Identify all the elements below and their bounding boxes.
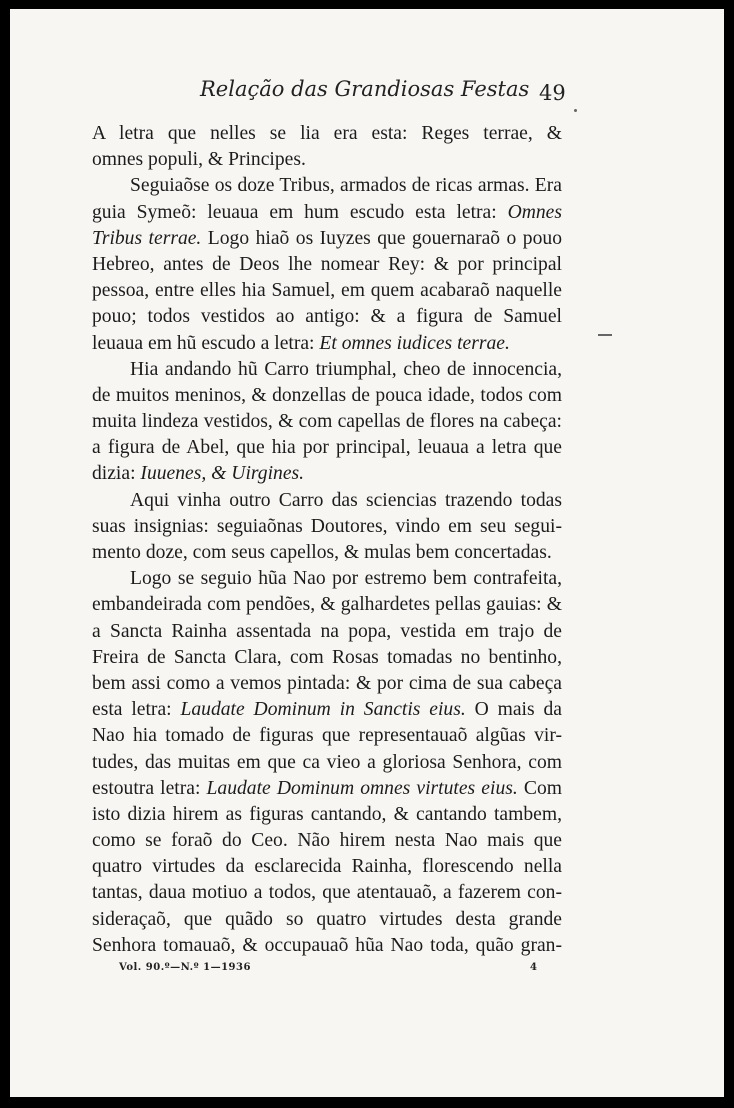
text-line: dizia: Iuuenes, & Uirgines. — [92, 463, 305, 485]
text-line: a figura de Abel, que hia por principal, leuaua a letra que — [92, 437, 562, 459]
signature-mark: 4 — [530, 962, 537, 973]
text-line: Seguiaõse os doze Tribus, armados de ricas armas. Era — [130, 175, 562, 197]
text-line: Hebreo, antes de Deos lhe nomear Rey: & por principal — [92, 253, 562, 275]
text-line: Senhora tomauaõ, & occupauaõ hũa Nao toda, quão gran- — [92, 934, 562, 956]
text-line: sideraçaõ, que quãdo so quatro virtudes desta grande — [92, 908, 562, 930]
italic-quote: Omnes — [507, 201, 562, 223]
text-line: estoutra letra: Laudate Dominum omnes virtutes eius. Com — [92, 777, 562, 799]
running-head — [10, 77, 724, 107]
text-line: tudes, das muitas em que ca vieo a gloriosa Senhora, com — [92, 751, 562, 773]
italic-quote: Laudate Dominum in Sanctis eius. — [180, 699, 466, 721]
text-line: Nao hia tomado de figuras que representauaõ algũas vir- — [92, 725, 562, 747]
text-line: de muitos meninos, & donzellas de pouca idade, todos com — [92, 384, 562, 406]
italic-quote: Tribus terrae. — [92, 227, 202, 249]
text-line: embandeirada com pendões, & galhardetes pellas gauias: & — [92, 594, 562, 616]
text-line: como se foraõ do Ceo. Não hirem nesta Nao mais que — [92, 830, 562, 852]
speck — [574, 109, 577, 112]
text-line: quatro virtudes da esclarecida Rainha, florescendo nella — [92, 856, 562, 878]
italic-quote: Et omnes iudices terrae. — [319, 332, 510, 354]
book-page — [10, 9, 724, 1097]
volume-info: Vol. 90.º—N.º 1—1936 — [119, 962, 251, 973]
page-number: 49 — [539, 81, 566, 105]
text-line: esta letra: Laudate Dominum in Sanctis eius. O mais da — [92, 699, 562, 721]
text-line: mento doze, com seus capellos, & mulas bem concertadas. — [92, 542, 552, 563]
text-line: tantas, daua motiuo a todos, que atentauaõ, a fazerem con- — [92, 882, 562, 904]
text-line: Freira de Sancta Clara, com Rosas tomadas no bentinho, — [92, 646, 562, 668]
text-line: A letra que nelles se lia era esta: Reges terrae, & — [92, 123, 562, 144]
italic-quote: Iuuenes, & Uirgines. — [140, 463, 305, 485]
text-line: omnes populi, & Principes. — [92, 149, 306, 171]
text-line: Logo se seguio hũa Nao por estremo bem contrafeita, — [130, 568, 562, 590]
text-line: muita lindeza vestidos, & com capellas de flores na cabeça: — [92, 411, 562, 433]
text-line: a Sancta Rainha assentada na popa, vestida em trajo de — [92, 620, 562, 642]
running-title: Relação das Grandiosas Festas — [200, 77, 530, 101]
text-line: pessoa, entre elles hia Samuel, em quem acabaraõ naquelle — [92, 280, 562, 302]
margin-dash — [598, 334, 612, 336]
text-line: Tribus terrae. Logo hiaõ os Iuyzes que gouernaraõ o pouo — [92, 227, 562, 249]
text-line: pouo; todos vestidos ao antigo: & a figura de Samuel — [92, 306, 562, 328]
text-line: bem assi como a vemos pintada: & por cima de sua cabeça — [92, 672, 562, 694]
text-line: guia Symeõ: leuaua em hum escudo esta letra: Omnes — [92, 201, 562, 223]
italic-quote: Laudate Dominum omnes virtutes eius. — [206, 777, 518, 799]
text-line: isto dizia hirem as figuras cantando, & cantando tambem, — [92, 803, 562, 825]
body-text — [92, 121, 562, 959]
text-line: suas insignias: seguiaõnas Doutores, vindo em seu segui- — [92, 515, 562, 537]
text-line: Aqui vinha outro Carro das sciencias trazendo todas — [130, 489, 562, 511]
text-line: Hia andando hũ Carro triumphal, cheo de innocencia, — [130, 358, 562, 380]
text-line: leuaua em hũ escudo a letra: Et omnes iudices terrae. — [92, 332, 510, 354]
